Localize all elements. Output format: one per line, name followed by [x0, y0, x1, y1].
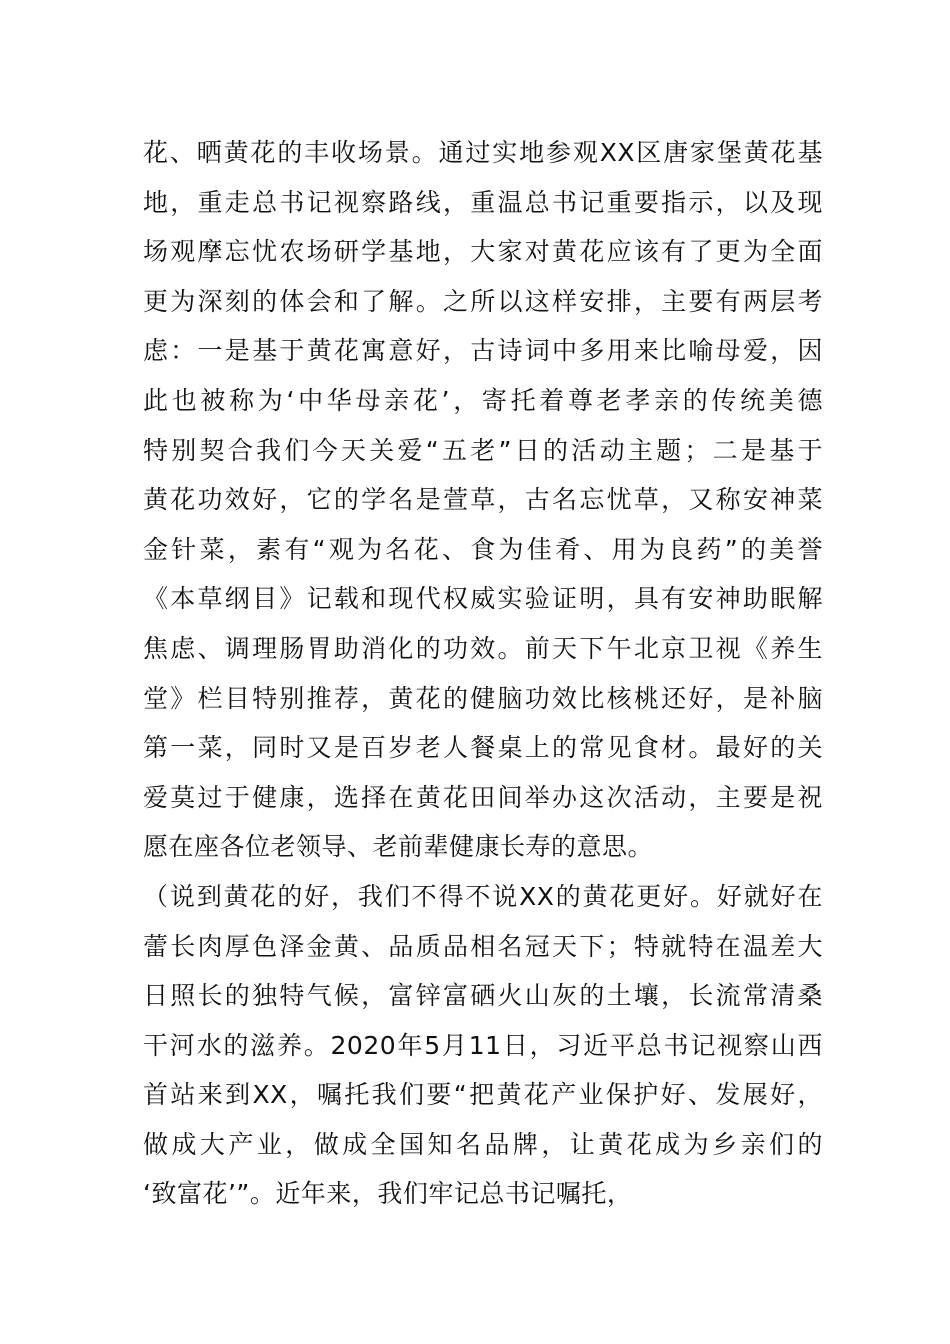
text-line: 虑：一是基于黄花寓意好，古诗词中多用来比喻母爱，因 — [143, 336, 823, 366]
text-line: 日照长的独特气候，富锌富硒火山灰的土壤，长流常清桑 — [143, 981, 823, 1011]
paragraph-1 — [143, 128, 823, 872]
text-line: 花、晒黄花的丰收场景。通过实地参观XX区唐家堡黄花基 — [143, 138, 823, 167]
text-line: 此也被称为‘中华母亲花’，寄托着尊老孝亲的传统美德 — [143, 385, 823, 415]
text-line: 首站来到XX，嘱托我们要“把黄花产业保护好、发展好， — [143, 1080, 823, 1110]
text-line: ‘致富花’”。近年来，我们牢记总书记嘱托， — [143, 1179, 633, 1209]
text-line: （说到黄花的好，我们不得不说XX的黄花更好。好就好在 — [143, 881, 823, 911]
text-line: 焦虑、调理肠胃助消化的功效。前天下午北京卫视《养生 — [143, 633, 823, 663]
text-line: 干河水的滋养。2020年5月11日，习近平总书记视察山西 — [143, 1030, 823, 1060]
text-line: 愿在座各位老领导、老前辈健康长寿的意思。 — [143, 832, 654, 862]
text-line: 第一菜，同时又是百岁老人餐桌上的常见食材。最好的关 — [143, 733, 823, 763]
paragraph-2 — [143, 872, 823, 1219]
text-line: 堂》栏目特别推荐，黄花的健脑功效比核桃还好，是补脑 — [143, 683, 823, 713]
document-body — [143, 128, 823, 1219]
text-line: 特别契合我们今天关爱“五老”日的活动主题；二是基于 — [143, 435, 823, 465]
text-line: 金针菜，素有“观为名花、食为佳肴、用为良药”的美誉 — [143, 534, 823, 564]
text-line: 爱莫过于健康，选择在黄花田间举办这次活动，主要是祝 — [143, 782, 823, 812]
text-line: 《本草纲目》记载和现代权威实验证明，具有安神助眠解 — [143, 584, 823, 614]
text-line: 蕾长肉厚色泽金黄、品质品相名冠天下；特就特在温差大 — [143, 931, 823, 961]
text-line: 地，重走总书记视察路线，重温总书记重要指示，以及现 — [143, 187, 823, 217]
text-line: 黄花功效好，它的学名是萱草，古名忘忧草，又称安神菜 — [143, 485, 823, 515]
text-line: 更为深刻的体会和了解。之所以这样安排，主要有两层考 — [143, 286, 823, 316]
text-line: 场观摩忘忧农场研学基地，大家对黄花应该有了更为全面 — [143, 237, 823, 267]
text-line: 做成大产业，做成全国知名品牌，让黄花成为乡亲们的 — [143, 1129, 823, 1159]
